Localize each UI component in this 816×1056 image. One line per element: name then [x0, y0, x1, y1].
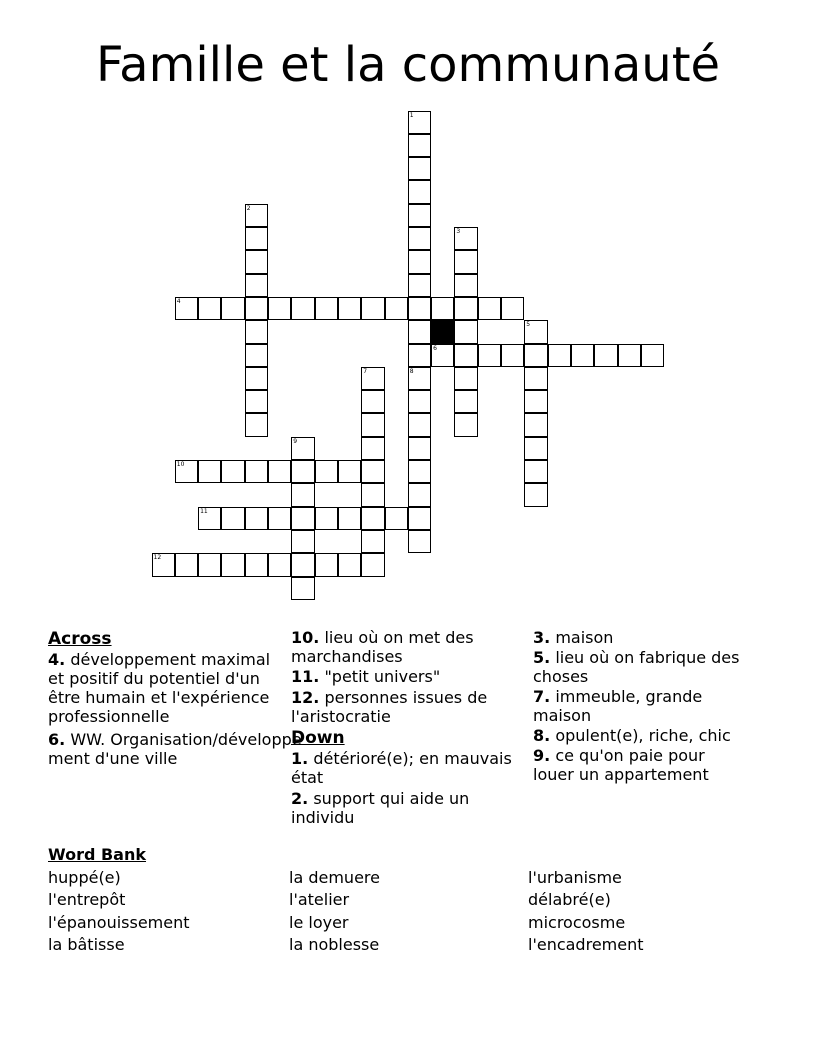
grid-cell[interactable] — [315, 553, 338, 576]
grid-clue-number: 3 — [456, 228, 461, 235]
across-heading: Across — [48, 629, 112, 649]
grid-cell[interactable] — [594, 344, 617, 367]
grid-cell[interactable] — [385, 297, 408, 320]
grid-cell[interactable] — [408, 204, 431, 227]
grid-cell[interactable] — [408, 437, 431, 460]
clue-text: WW. Organisation/développement d'une ville — [48, 730, 302, 768]
grid-clue-number: 2 — [246, 204, 251, 212]
clue-number: 12. — [291, 688, 320, 707]
grid-clue-number: 1 — [409, 111, 414, 119]
grid-cell[interactable] — [618, 344, 641, 367]
clue-text: maison — [555, 628, 614, 647]
grid-cell[interactable] — [501, 297, 524, 320]
word-bank-item: la demuere — [289, 868, 380, 887]
word-bank-item: huppé(e) — [48, 868, 121, 887]
grid-cell[interactable] — [221, 553, 244, 576]
page-title: Famille et la communauté — [95, 37, 721, 93]
grid-cell[interactable] — [315, 297, 338, 320]
grid-cell[interactable] — [408, 460, 431, 483]
grid-cell[interactable] — [291, 483, 314, 506]
clue-number: 4. — [48, 650, 66, 669]
grid-cell[interactable] — [454, 320, 477, 343]
clue-down-7 — [533, 687, 748, 725]
grid-cell[interactable] — [361, 437, 384, 460]
grid-cell[interactable] — [524, 344, 547, 367]
clue-text: ce qu'on paie pour louer un appartement — [533, 746, 709, 784]
clue-text: lieu où on met des marchandises — [291, 628, 474, 666]
grid-cell[interactable] — [291, 507, 314, 530]
clue-text: lieu où on fabrique des choses — [533, 648, 740, 686]
grid-clue-number: 6 — [433, 344, 437, 352]
grid-clue-number: 4 — [176, 297, 181, 305]
grid-cell[interactable] — [524, 437, 547, 460]
grid-clue-number: 7 — [363, 367, 368, 375]
clue-text: immeuble, grande maison — [533, 687, 703, 725]
clue-number: 3. — [533, 628, 551, 647]
grid-cell[interactable] — [361, 507, 384, 530]
grid-cell[interactable] — [408, 413, 431, 436]
clue-down-5 — [533, 648, 748, 686]
grid-cell[interactable] — [245, 320, 268, 343]
grid-clue-number: 10 — [176, 461, 185, 468]
grid-cell[interactable] — [175, 553, 198, 576]
grid-cell[interactable] — [291, 553, 314, 576]
grid-cell[interactable] — [408, 344, 431, 367]
grid-cell[interactable] — [454, 367, 477, 390]
grid-cell[interactable] — [291, 460, 314, 483]
grid-cell[interactable] — [361, 413, 384, 436]
grid-clue-number: 11 — [200, 507, 208, 515]
grid-cell[interactable] — [408, 274, 431, 297]
clue-number: 11. — [291, 667, 320, 686]
grid-cell[interactable] — [361, 297, 384, 320]
grid-cell[interactable] — [571, 344, 594, 367]
grid-cell[interactable] — [408, 483, 431, 506]
grid-cell[interactable] — [245, 390, 268, 413]
clue-number: 5. — [533, 648, 551, 667]
clue-down-1 — [291, 749, 531, 787]
grid-cell[interactable] — [641, 344, 664, 367]
clue-number: 10. — [291, 628, 320, 647]
word-bank-item: la bâtisse — [48, 935, 125, 954]
grid-cell[interactable] — [315, 507, 338, 530]
down-heading: Down — [291, 728, 345, 748]
word-bank-item: le loyer — [289, 913, 349, 932]
grid-cell[interactable] — [454, 413, 477, 436]
grid-cell[interactable] — [245, 507, 268, 530]
grid-cell[interactable] — [268, 507, 291, 530]
grid-cell[interactable] — [268, 460, 291, 483]
grid-cell[interactable] — [454, 274, 477, 297]
grid-cell[interactable] — [408, 507, 431, 530]
grid-cell[interactable] — [245, 274, 268, 297]
grid-cell[interactable] — [245, 344, 268, 367]
word-bank-item: l'encadrement — [528, 935, 644, 954]
grid-cell[interactable] — [338, 460, 361, 483]
word-bank-item: l'atelier — [289, 890, 350, 909]
grid-cell[interactable] — [245, 367, 268, 390]
grid-cell[interactable] — [524, 413, 547, 436]
clue-text: opulent(e), riche, chic — [555, 726, 731, 745]
grid-clue-number: 12 — [153, 554, 162, 562]
clue-down-2 — [291, 789, 531, 827]
grid-cell[interactable] — [338, 507, 361, 530]
grid-cell[interactable] — [291, 530, 314, 553]
clues-column-2 — [291, 628, 531, 828]
grid-cell[interactable] — [198, 553, 221, 576]
grid-cell[interactable] — [408, 180, 431, 203]
clue-number: 9. — [533, 746, 551, 765]
grid-cell[interactable] — [361, 483, 384, 506]
grid-cell[interactable] — [454, 250, 477, 273]
clue-across-6 — [48, 730, 308, 768]
clue-down-3 — [533, 628, 748, 647]
grid-cell[interactable] — [361, 390, 384, 413]
clue-across-10 — [291, 628, 531, 666]
grid-clue-number: 9 — [293, 437, 298, 445]
grid-cell[interactable] — [245, 250, 268, 273]
grid-cell[interactable] — [338, 297, 361, 320]
grid-cell[interactable] — [408, 157, 431, 180]
grid-clue-number: 8 — [409, 367, 414, 375]
grid-cell[interactable] — [501, 344, 524, 367]
grid-cell[interactable] — [268, 297, 291, 320]
grid-cell[interactable] — [524, 483, 547, 506]
grid-cell[interactable] — [361, 460, 384, 483]
grid-cell[interactable] — [408, 530, 431, 553]
clue-down-8 — [533, 726, 748, 745]
grid-cell[interactable] — [385, 507, 408, 530]
grid-cell[interactable] — [221, 507, 244, 530]
grid-cell[interactable] — [408, 134, 431, 157]
grid-cell[interactable] — [361, 530, 384, 553]
word-bank-item: microcosme — [528, 913, 626, 932]
clue-text: détérioré(e); en mauvais état — [291, 749, 512, 787]
grid-cell[interactable] — [478, 297, 501, 320]
grid-cell[interactable] — [245, 413, 268, 436]
clue-number: 1. — [291, 749, 309, 768]
clue-text: personnes issues de l'aristocratie — [291, 688, 488, 726]
grid-cell[interactable] — [524, 367, 547, 390]
clue-across-11 — [291, 667, 531, 686]
grid-cell[interactable] — [315, 460, 338, 483]
grid-cell[interactable] — [524, 390, 547, 413]
clue-down-9 — [533, 746, 748, 784]
grid-cell[interactable] — [245, 297, 268, 320]
word-bank-item: l'épanouissement — [48, 913, 190, 932]
grid-cell[interactable] — [408, 250, 431, 273]
grid-cell[interactable] — [524, 460, 547, 483]
clue-text: développement maximal et positif du potentiel d'un être humain et l'expérience professionnelle — [48, 650, 271, 726]
word-bank-item: l'urbanisme — [528, 868, 622, 887]
grid-cell[interactable] — [548, 344, 571, 367]
grid-cell[interactable] — [291, 297, 314, 320]
grid-cell[interactable] — [221, 297, 244, 320]
clue-number: 6. — [48, 730, 66, 749]
grid-cell[interactable] — [454, 344, 477, 367]
grid-cell[interactable] — [361, 553, 384, 576]
grid-clue-number: 5 — [526, 321, 531, 329]
grid-block — [431, 320, 454, 343]
word-bank-heading: Word Bank — [48, 845, 147, 864]
grid-cell[interactable] — [245, 553, 268, 576]
grid-cell[interactable] — [245, 460, 268, 483]
grid-cell[interactable] — [338, 553, 361, 576]
grid-cell[interactable] — [408, 320, 431, 343]
clue-across-12 — [291, 688, 531, 726]
clue-number: 2. — [291, 789, 309, 808]
clue-number: 8. — [533, 726, 551, 745]
word-bank-item: la noblesse — [289, 935, 380, 954]
grid-cell[interactable] — [221, 460, 244, 483]
clue-across-4 — [48, 650, 288, 726]
clues-column-3 — [533, 628, 748, 785]
grid-cell[interactable] — [268, 553, 291, 576]
clues-column-1 — [48, 628, 302, 769]
clue-text: "petit univers" — [324, 667, 441, 686]
clue-number: 7. — [533, 687, 551, 706]
grid-cell[interactable] — [454, 297, 477, 320]
grid-cell[interactable] — [408, 390, 431, 413]
grid-cell[interactable] — [408, 227, 431, 250]
grid-cell[interactable] — [198, 460, 221, 483]
grid-cell[interactable] — [454, 390, 477, 413]
grid-cell[interactable] — [478, 344, 501, 367]
word-bank-item: l'entrepôt — [48, 890, 126, 909]
grid-cell[interactable] — [291, 577, 314, 600]
grid-cell[interactable] — [408, 297, 431, 320]
word-bank-item: délabré(e) — [528, 890, 611, 909]
grid-cell[interactable] — [198, 297, 221, 320]
clue-text: support qui aide un individu — [291, 789, 470, 827]
grid-cell[interactable] — [245, 227, 268, 250]
grid-cell[interactable] — [431, 297, 454, 320]
